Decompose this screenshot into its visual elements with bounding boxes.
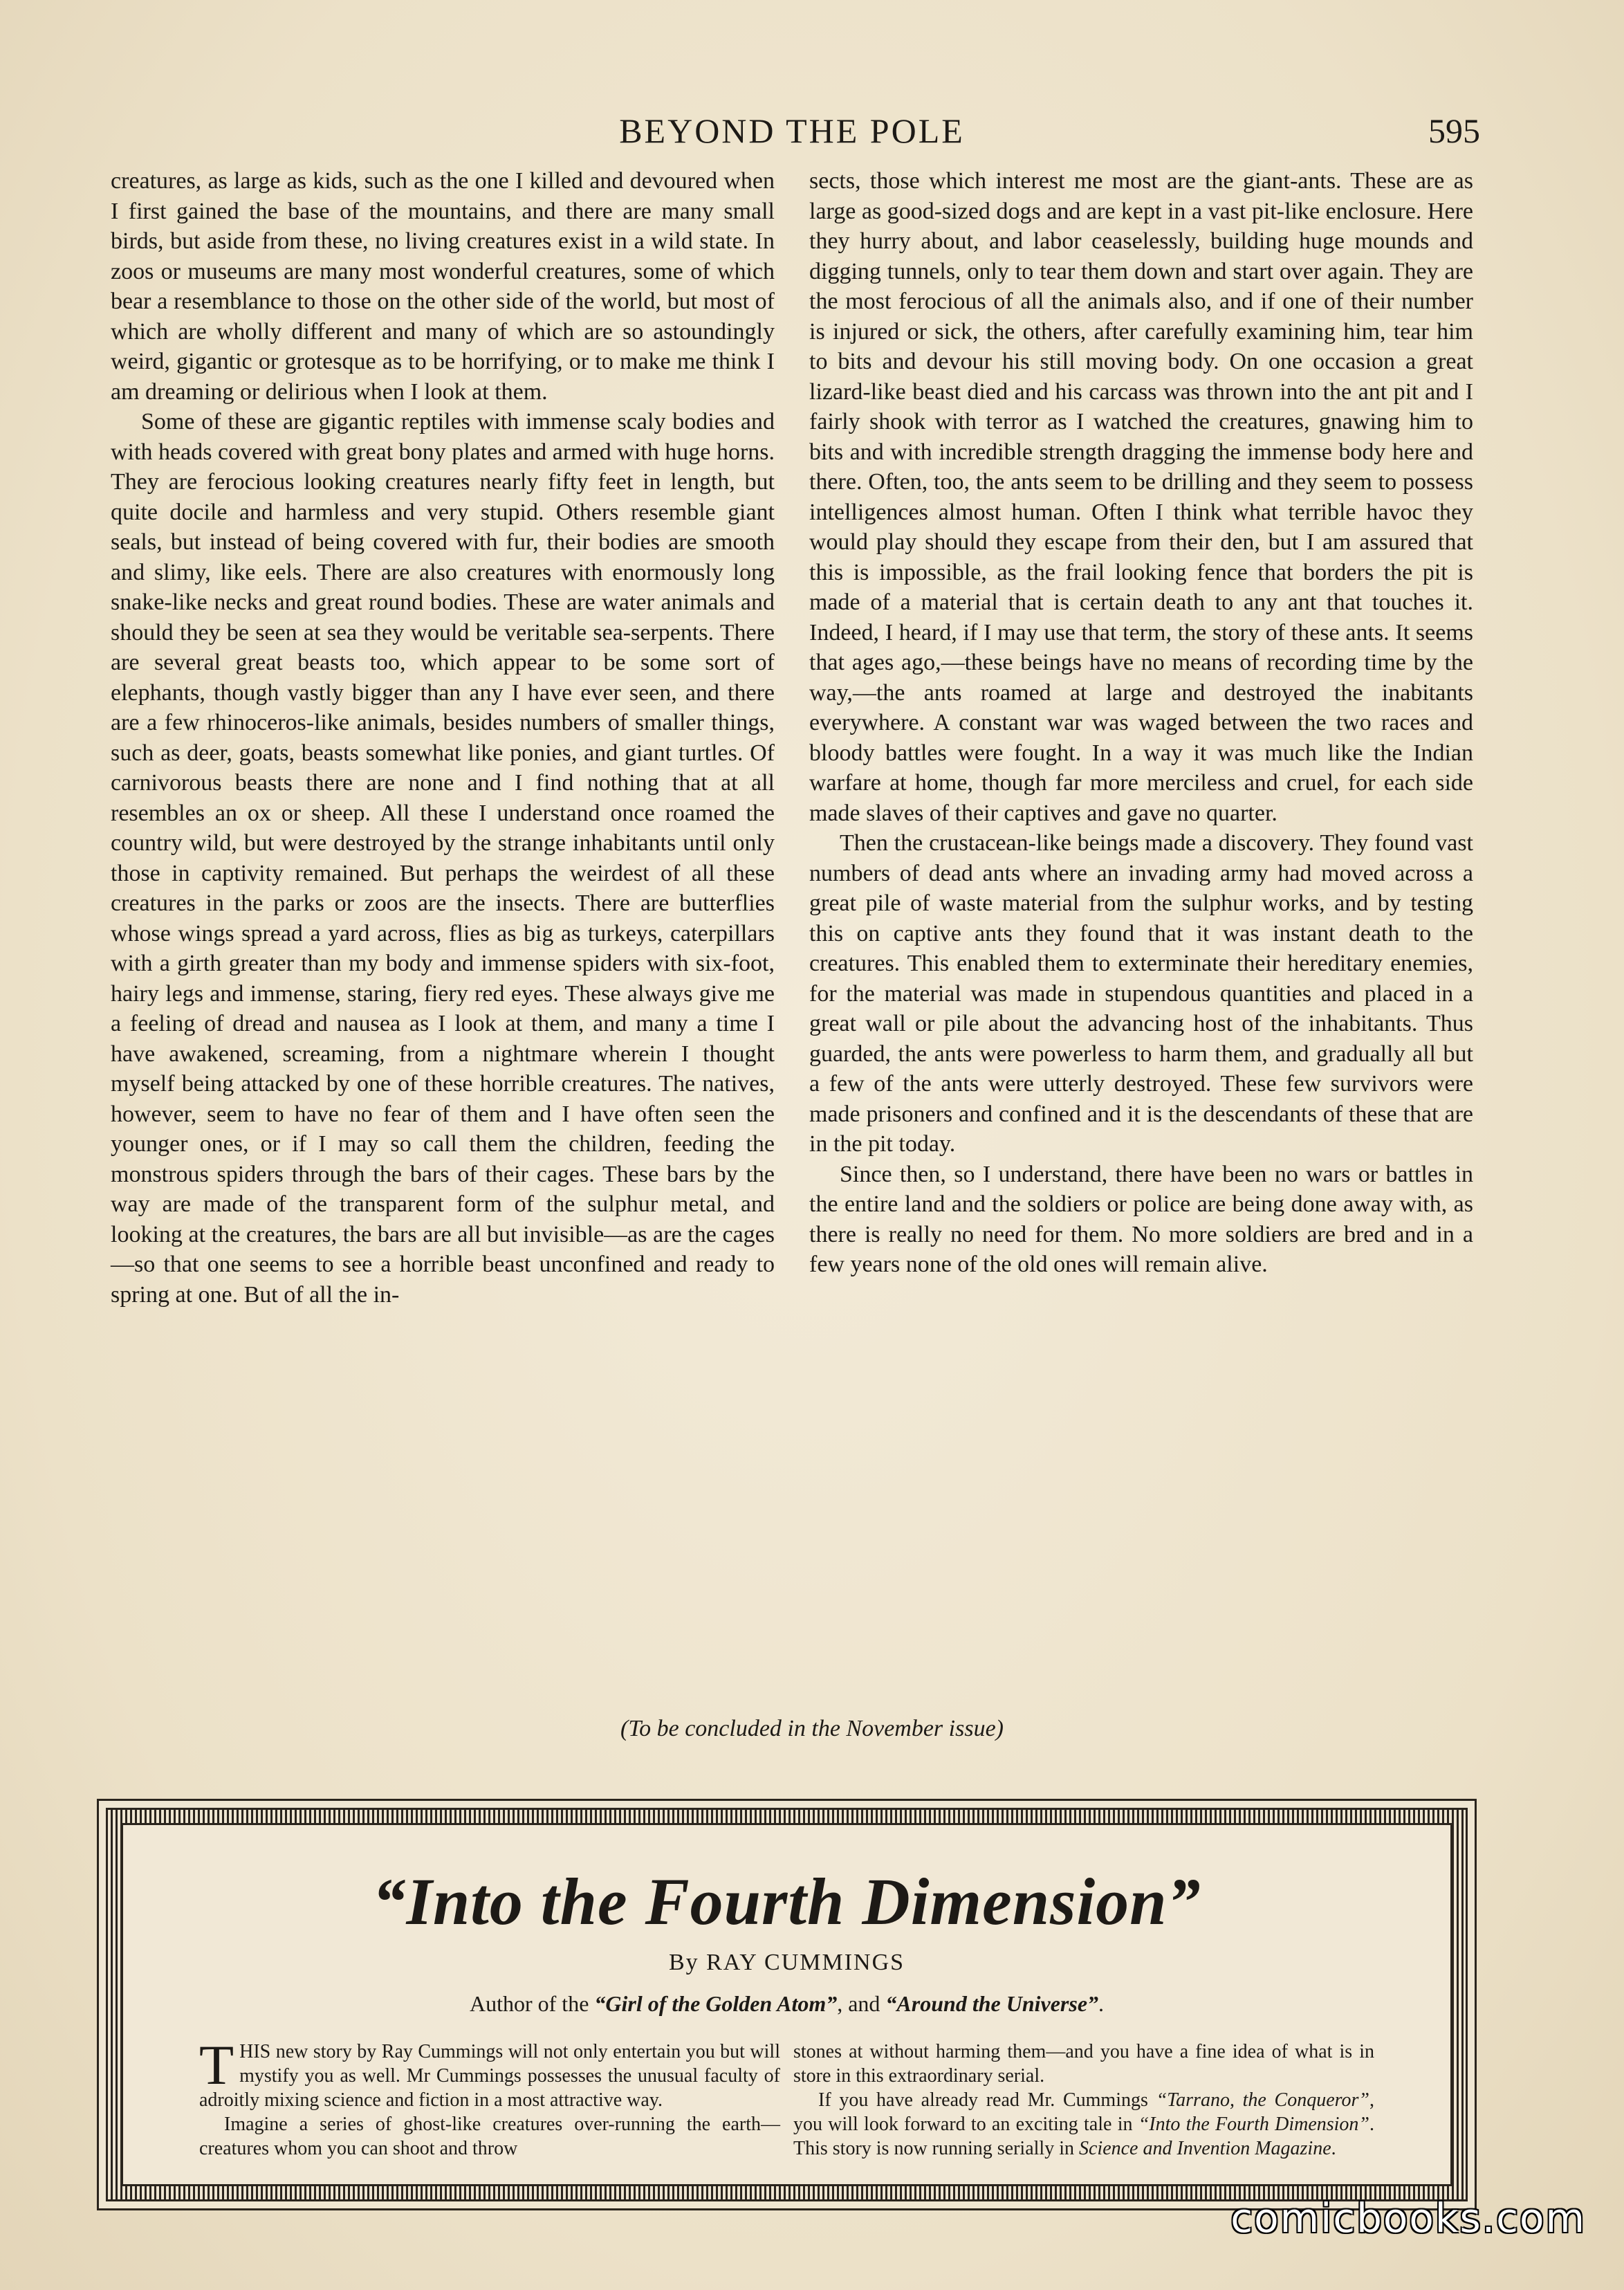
ad-paragraph: If you have already read Mr. Cummings “Tarrano, the Conqueror”, you will look forward to an exciting tale in “Into the Fourth Dimension”. This story is now running serially in Science and Invention Magazine.: [793, 2089, 1374, 2159]
paragraph: Some of these are gigantic reptiles with immense scaly bodies and with heads covered with great bony plates and armed with huge horns. They are ferocious looking creatures nearly fifty feet in length, but quite docile and harmless and very stupid. Others resemble giant seals, but instead of being covered with fur, their bodies are smooth and slimy, like eels. There are also creatures with enormously long snake-like necks and great round bodies. These are water animals and should they be seen at sea they would be veritable sea-serpents. There are several great beasts too, which appear to be some sort of elephants, though vastly bigger than any I have ever seen, and there are a few rhinoceros-like animals, besides numbers of smaller things, such as deer, goats, beasts somewhat like ponies, and giant turtles. Of carnivorous beasts there are none and I find nothing that at all resembles an ox or sheep. All these I understand once roamed the country wild, but were destroyed by the strange inhabitants until only those in captivity remained. But perhaps the weirdest of all these creatures in the parks or zoos are the insects. There are butterflies whose wings spread a yard across, flies as big as turkeys, caterpillars with a girth greater than my body and immense spiders with six-foot, hairy legs and immense, staring, fiery red eyes. These always give me a feeling of dread and nausea as I look at them, and many a time I have awakened, screaming, from a nightmare wherein I thought myself being attacked by one of these horrible creatures. The natives, however, seem to have no fear of them and I have often seen the younger ones, or if I may so call them the children, feeding the monstrous spiders through the bars of their cages. These bars by the way are made of the transparent form of the sulphur metal, and looking at the creatures, the bars are all but invisible—as are the cages—so that one seems to see a horrible beast unconfined and ready to spring at one. But of all the in-: [111, 409, 775, 1308]
column-left: [111, 166, 775, 1709]
advertisement-box: [97, 1799, 1477, 2210]
column-right: [809, 166, 1473, 1709]
paragraph: Since then, so I understand, there have been no wars or battles in the entire land and the soldiers or police are being done away with, as there is really no need for them. No more soldiers are bred and in a few years none of the old ones will remain alive.: [809, 1161, 1473, 1277]
ad-title: “Into the Fourth Dimension”: [372, 1865, 1201, 1939]
paragraph: sects, those which interest me most are the giant-ants. These are as large as good-sized dogs and are kept in a vast pit-like enclosure. Here they hurry about, and labor ceaselessly, building huge mounds and digging tunnels, only to tear them down and start over again. They are the most ferocious of all the animals also, and if one of their number is injured or sick, the others, after carefully examining him, tear him to bits and devour his still moving body. On one occasion a great lizard-like beast died and his carcass was thrown into the ant pit and I fairly shook with terror as I watched the creatures, gnawing him to bits and with incredible strength dragging the immense body here and there. Often, too, the ants seem to be drilling and they seem to possess intelligences almost human. Often I think what terrible havoc they would play should they escape from their den, but I am assured that this is impossible, as the frail looking fence that borders the pit is made of a material that is certain death to any ant that touches it. Indeed, I heard, if I may use that term, the story of these ants. It seems that ages ago,—these beings have no means of recording time by the way,—the ants roamed at large and destroyed the inabitants everywhere. A constant war was waged between the two races and bloody battles were fought. In a way it was much like the Indian warfare at home, though far more merciless and cruel, for each side made slaves of their captives and gave no quarter.: [809, 168, 1473, 826]
ad-byline: By RAY CUMMINGS: [668, 1950, 905, 1975]
continued-note: (To be concluded in the November issue): [620, 1716, 1004, 1741]
ad-column-left: [199, 2033, 780, 2161]
ad-paragraph: THIS new story by Ray Cummings will not only entertain you but will mystify you as well. Mr Cummings possesses the unusual faculty of adroitly mixing science and fiction in a most attractive way.: [199, 2033, 780, 2111]
page-number: 595: [1428, 111, 1480, 150]
ad-columns: [199, 2033, 1374, 2161]
ad-paragraph: Imagine a series of ghost-like creatures over-running the earth—creatures whom you can shoot and throw: [199, 2114, 780, 2159]
ad-column-right: [793, 2040, 1374, 2161]
article-body: [111, 166, 1473, 1709]
page-header: [104, 111, 1480, 159]
ad-content: [121, 1823, 1452, 2186]
paragraph: creatures, as large as kids, such as the one I killed and devoured when I first gained the base of the mountains, and there are many small birds, but aside from these, no living creatures exist in a wild state. In zoos or museums are many most wonderful creatures, some of which bear a resemblance to those on the other side of the world, but most of which are wholly different and many of which are so astoundingly weird, gigantic or grotesque as to be horrifying, or to make me think I am dreaming or delirious when I look at them.: [111, 168, 775, 405]
drop-cap: T: [199, 2033, 234, 2096]
ad-decorative-border: [106, 1808, 1468, 2201]
ad-author-note: Author of the “Girl of the Golden Atom”, and “Around the Universe”.: [469, 1991, 1105, 2016]
running-title: BEYOND THE POLE: [619, 111, 965, 150]
site-watermark: comicbooks.com: [1230, 2195, 1586, 2242]
ad-paragraph: stones at without harming them—and you have a fine idea of what is in store in this extraordinary serial.: [793, 2041, 1374, 2087]
paragraph: Then the crustacean-like beings made a discovery. They found vast numbers of dead ants where an invading army had moved across a great pile of waste material from the sulphur works, and by testing this on captive ants they found that it was instant death to the creatures. This enabled them to exterminate their hereditary enemies, for the material was made in stupendous quantities and placed in a great wall or pile about the advancing host of the inhabitants. Thus guarded, the ants were powerless to harm them, and gradually all but a few of the ants were utterly destroyed. These few survivors were made prisoners and confined and it is the descendants of these that are in the pit today.: [809, 830, 1473, 1157]
